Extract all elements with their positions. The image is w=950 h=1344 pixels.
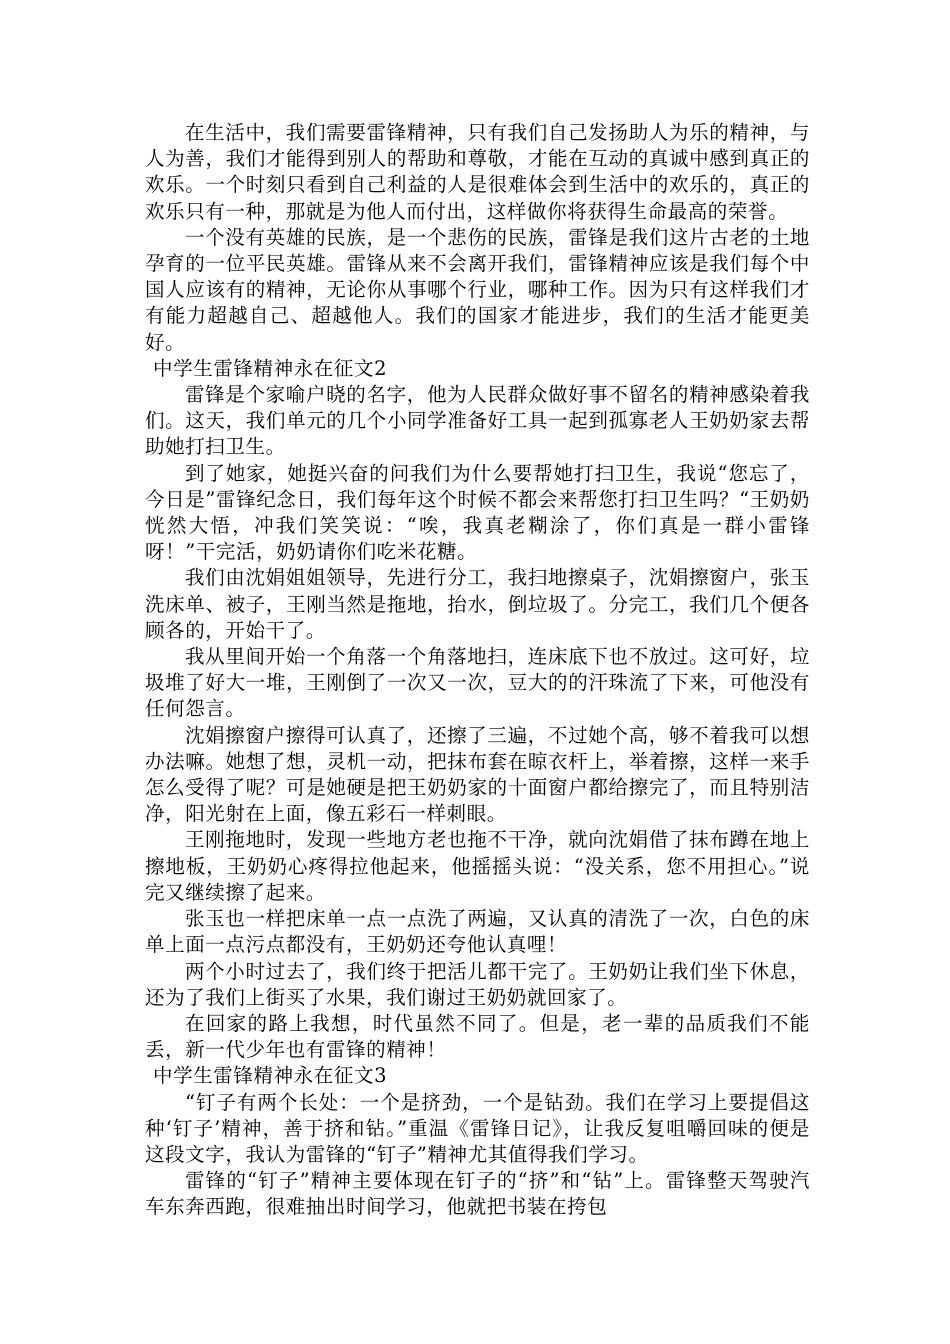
paragraph: 张玉也一样把床单一点一点洗了两遍，又认真的清洗了一次，白色的床单上面一点污点都没有，王奶奶还夸他认真哩！ [145,907,810,957]
paragraph: 我们由沈娟姐姐领导，先进行分工，我扫地擦桌子，沈娟擦窗户，张玉洗床单、被子，王刚当然是拖地，抬水，倒垃圾了。分完工，我们几个便各顾各的，开始干了。 [145,566,810,642]
paragraph: 王刚拖地时，发现一些地方老也拖不干净，就向沈娟借了抹布蹲在地上擦地板，王奶奶心疼得拉他起来，他摇摇头说：“没关系，您不用担心。”说完又继续擦了起来。 [145,828,810,904]
paragraph: 雷锋的“钉子”精神主要体现在钉子的“挤”和“钻”上。雷锋整天驾驶汽车东奔西跑，很难抽出时间学习，他就把书装在挎包 [145,1169,810,1219]
paragraph: 在生活中，我们需要雷锋精神，只有我们自己发扬助人为乐的精神，与人为善，我们才能得到别人的帮助和尊敬，才能在互动的真诚中感到真正的欢乐。一个时刻只看到自己利益的人是很难体会到生活中的欢乐的，真正的欢乐只有一种，那就是为他人而付出，这样做你将获得生命最高的荣誉。 [145,121,810,223]
paragraph: 到了她家，她挺兴奋的问我们为什么要帮她打扫卫生，我说“您忘了，今日是”雷锋纪念日，我们每年这个时候不都会来帮您打扫卫生吗？“王奶奶恍然大悟，冲我们笑笑说：“唉，我真老糊涂了，你们真是一群小雷锋呀！”干完活，奶奶请你们吃米花糖。 [145,461,810,564]
paragraph: 我从里间开始一个角落一个角落地扫，连床底下也不放过。这可好，垃圾堆了好大一堆，王刚倒了一次又一次，豆大的的汗珠流了下来，可他没有任何怨言。 [145,645,810,721]
paragraph: 在回家的路上我想，时代虽然不同了。但是，老一辈的品质我们不能丢，新一代少年也有雷锋的精神！ [145,1011,810,1062]
section-heading: 中学生雷锋精神永在征文3 [153,1064,388,1088]
paragraph: “钉子有两个长处：一个是挤劲，一个是钻劲。我们在学习上要提倡这种‘钉子’精神，善于挤和钻。”重温《雷锋日记》，让我反复咀嚼回味的便是这段文字，我认为雷锋的“钉子”精神尤其值得我们学习。 [145,1090,810,1166]
section-heading: 中学生雷锋精神永在征文2 [153,356,388,380]
document-body [145,120,810,1221]
paragraph: 一个没有英雄的民族，是一个悲伤的民族，雷锋是我们这片古老的土地孕育的一位平民英雄。雷锋从来不会离开我们，雷锋精神应该是我们每个中国人应该有的精神，无论你从事哪个行业，哪种工作。因为只有这样我们才有能力超越自己、超越他人。我们的国家才能进步，我们的生活才能更美好。 [145,225,810,354]
paragraph: 两个小时过去了，我们终于把活儿都干完了。王奶奶让我们坐下休息，还为了我们上街买了水果，我们谢过王奶奶就回家了。 [145,959,810,1009]
paragraph: 沈娟擦窗户擦得可认真了，还擦了三遍，不过她个高，够不着我可以想办法嘛。她想了想，灵机一动，把抹布套在晾衣杆上，举着擦，这样一来手怎么受得了呢？可是她硬是把王奶奶家的十面窗户都给擦完了，而且特别洁净，阳光射在上面，像五彩石一样刺眼。 [145,723,810,826]
paragraph: 雷锋是个家喻户晓的名字，他为人民群众做好事不留名的精神感染着我们。这天，我们单元的几个小同学准备好工具一起到孤寡老人王奶奶家去帮助她打扫卫生。 [145,383,810,459]
